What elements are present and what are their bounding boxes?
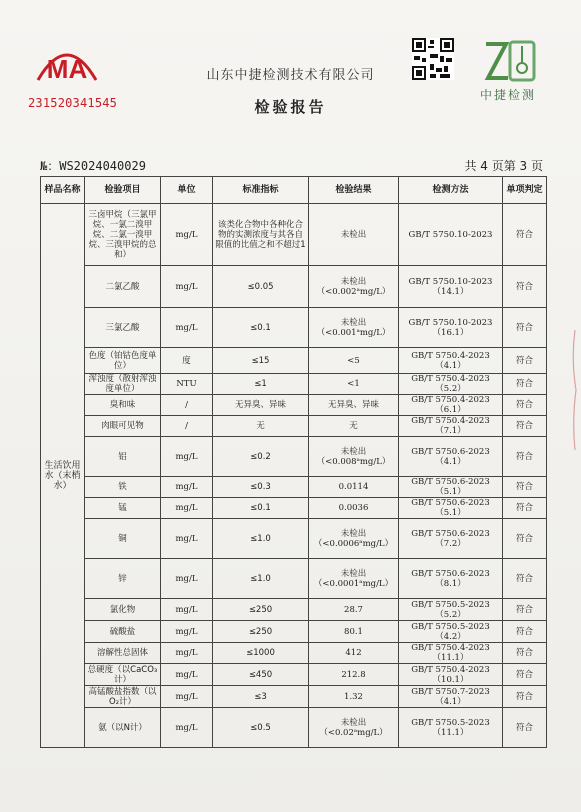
table-row — [41, 559, 547, 599]
judge-cell-text: 符合 — [515, 669, 533, 680]
judge-cell-text: 符合 — [515, 400, 533, 410]
item-cell — [85, 621, 161, 643]
result-detection-limit: （<0.0006ᵃmg/L） — [313, 538, 394, 549]
item-cell — [85, 395, 161, 416]
result-cell — [309, 266, 399, 308]
result-cell — [309, 308, 399, 348]
method-cell — [399, 686, 503, 708]
item-cell — [85, 437, 161, 477]
page-count: 共 4 页第 3 页 — [464, 159, 543, 173]
standard-cell-text: ≤0.2 — [250, 451, 271, 462]
margin-stamp-mark — [569, 330, 579, 450]
method-cell — [399, 437, 503, 477]
method-clause: （7.2） — [435, 538, 466, 549]
method-cell — [399, 621, 503, 643]
standard-cell — [213, 664, 309, 686]
judge-cell — [503, 308, 547, 348]
item-cell-text: 三卤甲烷（三氯甲烷、一氯二溴甲烷、二氯一溴甲烷、三溴甲烷的总和） — [88, 209, 157, 260]
judge-cell-text: 符合 — [515, 451, 533, 462]
result-cell — [309, 395, 399, 416]
standard-cell-text: ≤1 — [254, 379, 267, 389]
standard-cell — [213, 308, 309, 348]
result-cell-text: 1.32 — [344, 691, 363, 702]
method-clause: （6.1） — [435, 405, 466, 415]
standard-cell — [213, 395, 309, 416]
item-cell — [85, 498, 161, 519]
standard-cell — [213, 559, 309, 599]
unit-cell — [161, 708, 213, 748]
item-cell-text: 铜 — [118, 533, 127, 544]
table-body — [41, 204, 547, 748]
standard-cell-text: ≤0.3 — [250, 482, 271, 492]
method-cell — [399, 416, 503, 437]
item-cell — [85, 664, 161, 686]
item-cell — [85, 416, 161, 437]
unit-cell-text: mg/L — [175, 648, 198, 658]
item-cell-text: 铁 — [118, 482, 127, 492]
unit-cell-text: mg/L — [175, 626, 198, 637]
table-row — [41, 686, 547, 708]
unit-cell-text: mg/L — [175, 322, 198, 333]
judge-cell-text: 符合 — [515, 604, 533, 615]
unit-cell — [161, 664, 213, 686]
judge-cell-text: 符合 — [515, 355, 533, 366]
qr-code-icon — [412, 38, 454, 80]
method-cell-text: GB/T 5750.4-2023 — [411, 416, 490, 426]
method-cell-text: GB/T 5750.4-2023 — [411, 395, 490, 405]
unit-cell-text: NTU — [176, 379, 197, 389]
table-header-row — [41, 177, 547, 204]
judge-cell — [503, 686, 547, 708]
unit-cell-text: mg/L — [175, 691, 198, 702]
method-cell-text: GB/T 5750.6-2023 — [411, 528, 490, 539]
standard-cell — [213, 686, 309, 708]
method-cell-text: GB/T 5750.4-2023 — [411, 643, 490, 653]
item-cell-text: 氯化物 — [109, 604, 136, 615]
method-clause: （4.1） — [435, 360, 466, 371]
unit-cell-text: mg/L — [175, 229, 198, 240]
item-cell — [85, 477, 161, 498]
unit-cell — [161, 686, 213, 708]
standard-cell — [213, 374, 309, 395]
judge-cell — [503, 519, 547, 559]
item-cell-text: 高锰酸盐指数（以O₂计） — [88, 686, 157, 707]
table-row — [41, 498, 547, 519]
judge-cell-text: 符合 — [515, 626, 533, 637]
method-cell — [399, 708, 503, 748]
standard-cell-text: ≤250 — [248, 604, 273, 615]
item-cell — [85, 599, 161, 621]
item-cell-text: 溶解性总固体 — [96, 648, 148, 658]
unit-cell — [161, 395, 213, 416]
unit-cell — [161, 308, 213, 348]
judge-cell-text: 符合 — [515, 722, 533, 733]
unit-cell — [161, 348, 213, 374]
standard-cell-text: ≤450 — [248, 669, 273, 680]
judge-cell — [503, 498, 547, 519]
unit-cell — [161, 374, 213, 395]
result-detection-limit: （<0.002ᵃmg/L） — [316, 286, 391, 297]
method-clause: （4.1） — [435, 696, 466, 707]
result-cell-text: 未检出 — [340, 276, 367, 287]
standard-cell — [213, 621, 309, 643]
method-clause: （5.2） — [435, 609, 466, 620]
standard-cell-text: ≤0.5 — [250, 722, 271, 733]
result-cell-text: 80.1 — [344, 626, 363, 637]
standard-cell — [213, 519, 309, 559]
method-cell-text: GB/T 5750.10-2023 — [408, 276, 493, 287]
method-cell — [399, 204, 503, 266]
unit-cell — [161, 204, 213, 266]
table-row — [41, 266, 547, 308]
standard-cell — [213, 266, 309, 308]
method-cell — [399, 559, 503, 599]
unit-cell-text: mg/L — [175, 482, 198, 492]
item-cell — [85, 308, 161, 348]
table-row — [41, 643, 547, 664]
method-cell — [399, 395, 503, 416]
judge-cell — [503, 621, 547, 643]
method-cell-text: GB/T 5750.5-2023 — [411, 717, 490, 728]
judge-cell-text: 符合 — [515, 421, 533, 431]
method-cell — [399, 599, 503, 621]
item-cell — [85, 708, 161, 748]
unit-cell — [161, 266, 213, 308]
method-cell-text: GB/T 5750.4-2023 — [411, 374, 490, 384]
table-row — [41, 348, 547, 374]
table-row — [41, 437, 547, 477]
zhongjie-logo-icon — [482, 38, 540, 84]
standard-cell — [213, 708, 309, 748]
standard-cell-text: ≤15 — [251, 355, 270, 366]
method-clause: （11.1） — [432, 727, 469, 738]
col-header: 标准指标 — [213, 177, 309, 204]
judge-cell — [503, 416, 547, 437]
judge-cell-text: 符合 — [515, 503, 533, 513]
item-cell-text: 锌 — [118, 573, 127, 584]
judge-cell-text: 符合 — [515, 691, 533, 702]
item-cell — [85, 374, 161, 395]
result-cell-text: 无异臭、异味 — [327, 400, 379, 410]
result-cell — [309, 477, 399, 498]
method-cell — [399, 348, 503, 374]
result-cell-text: <5 — [347, 355, 360, 366]
method-cell — [399, 643, 503, 664]
result-detection-limit: （<0.001ᵃmg/L） — [316, 327, 391, 338]
cma-code: 231520341545 — [28, 96, 118, 110]
result-detection-limit: （<0.0001ᵃmg/L） — [313, 578, 394, 589]
method-clause: （4.1） — [435, 456, 466, 467]
unit-cell-text: / — [185, 400, 188, 410]
result-cell-text: 未检出 — [340, 229, 367, 240]
svg-text:MA: MA — [46, 54, 88, 84]
unit-cell — [161, 437, 213, 477]
method-clause: （4.2） — [435, 631, 466, 642]
judge-cell — [503, 708, 547, 748]
method-cell-text: GB/T 5750.5-2023 — [411, 621, 490, 632]
result-cell-text: 212.8 — [341, 669, 366, 680]
result-cell — [309, 559, 399, 599]
method-cell-text: GB/T 5750.4-2023 — [411, 350, 490, 361]
standard-cell — [213, 477, 309, 498]
standard-cell — [213, 643, 309, 664]
table-row — [41, 599, 547, 621]
result-cell-text: 0.0114 — [338, 482, 369, 492]
result-cell — [309, 498, 399, 519]
method-clause: （5.1） — [435, 487, 466, 497]
table-row — [41, 395, 547, 416]
table-row — [41, 477, 547, 498]
report-title: 检验报告 — [254, 98, 327, 116]
result-cell-text: 未检出 — [340, 568, 367, 579]
standard-cell — [213, 204, 309, 266]
judge-cell — [503, 204, 547, 266]
unit-cell — [161, 477, 213, 498]
item-cell-text: 二氯乙酸 — [105, 281, 140, 292]
method-cell — [399, 664, 503, 686]
standard-cell-text: ≤0.1 — [250, 503, 271, 513]
judge-cell — [503, 348, 547, 374]
unit-cell — [161, 498, 213, 519]
standard-cell-text: 无 — [256, 421, 265, 431]
method-cell — [399, 266, 503, 308]
results-table — [40, 176, 547, 748]
unit-cell — [161, 621, 213, 643]
unit-cell — [161, 416, 213, 437]
col-header: 检测方法 — [399, 177, 503, 204]
result-cell — [309, 708, 399, 748]
judge-cell — [503, 395, 547, 416]
method-cell-text: GB/T 5750.7-2023 — [411, 686, 490, 697]
method-cell — [399, 308, 503, 348]
report-number: №：WS2024040029 — [40, 159, 146, 173]
result-cell-text: 未检出 — [340, 717, 367, 728]
unit-cell-text: mg/L — [175, 451, 198, 462]
item-cell-text: 浑浊度（散射浑浊度单位） — [88, 374, 157, 394]
judge-cell — [503, 374, 547, 395]
item-cell-text: 肉眼可见物 — [101, 421, 144, 431]
standard-cell — [213, 437, 309, 477]
result-detection-limit: （<0.008ᵃmg/L） — [316, 456, 391, 467]
unit-cell-text: 度 — [182, 355, 191, 366]
col-header: 单项判定 — [503, 177, 547, 204]
col-header: 样品名称 — [41, 177, 85, 204]
method-cell — [399, 498, 503, 519]
col-header: 单位 — [161, 177, 213, 204]
standard-cell — [213, 498, 309, 519]
item-cell — [85, 204, 161, 266]
item-cell-text: 色度（铂钴色度单位） — [88, 350, 157, 371]
standard-cell-text: ≤0.1 — [250, 322, 271, 333]
judge-cell — [503, 559, 547, 599]
unit-cell — [161, 643, 213, 664]
standard-cell — [213, 599, 309, 621]
unit-cell-text: mg/L — [175, 533, 198, 544]
method-cell-text: GB/T 5750.6-2023 — [411, 446, 490, 457]
method-cell-text: GB/T 5750.10-2023 — [408, 317, 493, 328]
unit-cell-text: mg/L — [175, 604, 198, 615]
standard-cell-text: ≤1.0 — [250, 573, 271, 584]
table-row — [41, 308, 547, 348]
method-clause: （7.1） — [435, 426, 466, 436]
standard-cell — [213, 348, 309, 374]
standard-cell-text: 无异臭、异味 — [234, 400, 286, 410]
method-clause: （14.1） — [432, 286, 469, 297]
judge-cell — [503, 266, 547, 308]
company-name: 山东中捷检测技术有限公司 — [206, 68, 375, 83]
unit-cell — [161, 599, 213, 621]
method-cell — [399, 374, 503, 395]
result-detection-limit: （<0.02ᵃmg/L） — [319, 727, 388, 738]
item-cell — [85, 559, 161, 599]
judge-cell-text: 符合 — [515, 322, 533, 333]
unit-cell-text: mg/L — [175, 573, 198, 584]
method-clause: （11.1） — [432, 653, 469, 663]
judge-cell-text: 符合 — [515, 281, 533, 292]
result-cell — [309, 204, 399, 266]
item-cell-text: 硫酸盐 — [109, 626, 136, 637]
method-cell-text: GB/T 5750.6-2023 — [411, 568, 490, 579]
judge-cell-text: 符合 — [515, 533, 533, 544]
unit-cell — [161, 559, 213, 599]
table-row — [41, 519, 547, 559]
sample-name-cell: 生活饮用水（末梢水） — [41, 204, 85, 748]
method-cell-text: GB/T 5750.6-2023 — [411, 498, 490, 508]
result-cell-text: 412 — [345, 648, 362, 658]
judge-cell — [503, 477, 547, 498]
item-cell — [85, 643, 161, 664]
result-cell-text: 28.7 — [344, 604, 363, 615]
result-cell — [309, 621, 399, 643]
method-cell — [399, 519, 503, 559]
unit-cell-text: mg/L — [175, 281, 198, 292]
result-cell-text: 未检出 — [340, 446, 367, 457]
item-cell-text: 铝 — [118, 451, 127, 462]
method-clause: （16.1） — [432, 327, 469, 338]
standard-cell-text: ≤3 — [254, 691, 267, 702]
standard-cell-text: ≤1.0 — [250, 533, 271, 544]
item-cell-text: 总硬度（以CaCO₃计） — [87, 664, 158, 685]
result-cell — [309, 664, 399, 686]
method-clause: （8.1） — [435, 578, 466, 589]
judge-cell-text: 符合 — [515, 648, 533, 658]
result-cell-text: 未检出 — [340, 528, 367, 539]
unit-cell-text: mg/L — [175, 503, 198, 513]
result-cell-text: 未检出 — [340, 317, 367, 328]
col-header: 检验项目 — [85, 177, 161, 204]
judge-cell — [503, 664, 547, 686]
unit-cell-text: mg/L — [175, 669, 198, 680]
item-cell — [85, 266, 161, 308]
brand-name: 中捷检测 — [480, 88, 537, 102]
method-clause: （5.1） — [435, 508, 466, 518]
standard-cell-text: ≤0.05 — [247, 281, 274, 292]
table-row — [41, 416, 547, 437]
item-cell — [85, 686, 161, 708]
unit-cell-text: / — [185, 421, 188, 431]
judge-cell — [503, 643, 547, 664]
result-cell-text: 0.0036 — [338, 503, 369, 513]
standard-cell-text: 该类化合物中各种化合物的实测浓度与其各自限值的比值之和不超过1 — [215, 219, 306, 250]
table-row — [41, 204, 547, 266]
standard-cell — [213, 416, 309, 437]
method-cell-text: GB/T 5750.10-2023 — [408, 229, 493, 240]
method-cell-text: GB/T 5750.5-2023 — [411, 599, 490, 610]
result-cell-text: 无 — [349, 421, 358, 431]
unit-cell-text: mg/L — [175, 722, 198, 733]
result-cell — [309, 599, 399, 621]
method-clause: （5.2） — [435, 384, 466, 394]
standard-cell-text: ≤250 — [248, 626, 273, 637]
result-cell-text: <1 — [347, 379, 360, 389]
table-row — [41, 621, 547, 643]
item-cell-text: 锰 — [118, 503, 127, 513]
result-cell — [309, 374, 399, 395]
judge-cell — [503, 599, 547, 621]
item-cell-text: 臭和味 — [109, 400, 136, 410]
judge-cell-text: 符合 — [515, 482, 533, 492]
result-cell — [309, 437, 399, 477]
judge-cell-text: 符合 — [515, 573, 533, 584]
table-row — [41, 374, 547, 395]
method-cell-text: GB/T 5750.6-2023 — [411, 477, 490, 487]
judge-cell — [503, 437, 547, 477]
judge-cell-text: 符合 — [515, 379, 533, 389]
table-row — [41, 664, 547, 686]
result-cell — [309, 643, 399, 664]
method-cell — [399, 477, 503, 498]
result-cell — [309, 348, 399, 374]
item-cell-text: 氨（以N计） — [98, 722, 147, 733]
result-cell — [309, 416, 399, 437]
method-cell-text: GB/T 5750.4-2023 — [411, 664, 490, 675]
judge-cell-text: 符合 — [515, 229, 533, 240]
result-cell — [309, 519, 399, 559]
unit-cell — [161, 519, 213, 559]
col-header: 检验结果 — [309, 177, 399, 204]
item-cell — [85, 519, 161, 559]
table-row — [41, 708, 547, 748]
method-clause: （10.1） — [432, 674, 469, 685]
item-cell-text: 三氯乙酸 — [105, 322, 140, 333]
result-cell — [309, 686, 399, 708]
standard-cell-text: ≤1000 — [246, 648, 275, 658]
item-cell — [85, 348, 161, 374]
